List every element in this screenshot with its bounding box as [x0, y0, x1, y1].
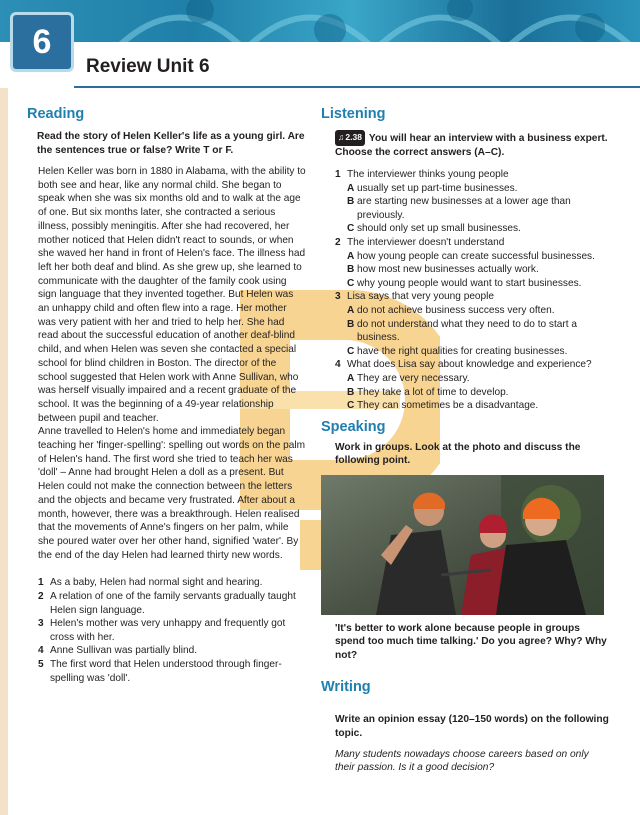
listening-heading: Listening — [321, 106, 386, 122]
answer-option: B They take a lot of time to develop. — [347, 386, 509, 398]
answer-option: B how most new businesses actually work. — [347, 264, 539, 276]
speaking-instruction: Work in groups. Look at the photo and discuss the following point. — [335, 441, 581, 467]
page-banner — [0, 0, 640, 42]
true-false-statements — [38, 576, 307, 685]
question-block: 4 What does Lisa say about knowledge and experience? A They are very necessary. B They take a lot of time to develop. C They can sometimes be a disadvantage. — [335, 358, 611, 412]
answer-option: B do not understand what they need to do to start a business. — [347, 318, 577, 344]
listening-instruction: ♫2.38 You will hear an interview with a business expert. Choose the correct answers (A–C). — [335, 132, 608, 158]
answer-option: A They are very necessary. — [347, 372, 470, 384]
story-paragraph: Helen Keller was born in 1880 in Alabama, with the ability to both see and hear, like any normal child. She began to speak when she was six months old and to walk at the age of one. But six months later, she contracted a serious illness, possibly meningitis. After she had recovered, her mother noticed that Helen didn't react to sounds, or when she waved her hand in front of Helen's face. The illness had left her both deaf and blind. As she grew up, she learned to communicate with the daughter of the family cook using sign language that they invented together. But Helen was an unhappy child and often flew into a rage. Her mother was very patient with her and tried to help her. She had read about the successful education of another deaf-blind child, and when Helen was seven she contacted a special school for blind children in Boston. The director of the school suggested that Helen work with Anne Sullivan, who was herself visually impaired and a recent graduate of the school. It was the beginning of a 49-year relationship between pupil and teacher. — [38, 166, 306, 424]
reading-heading: Reading — [27, 106, 85, 122]
reading-section — [27, 106, 307, 685]
writing-prompt: Many students nowadays choose careers based on only their passion. Is it a good decision? — [335, 748, 589, 774]
headphones-icon: ♫ — [338, 132, 345, 142]
answer-option: C have the right qualities for creating businesses. — [347, 345, 568, 357]
statement-item: 3 Helen's mother was very unhappy and frequently got cross with her. — [38, 618, 286, 643]
writing-heading: Writing — [321, 679, 371, 696]
speaking-heading: Speaking — [321, 418, 386, 435]
right-column — [321, 106, 611, 775]
page-title: Review Unit 6 — [86, 56, 210, 77]
answer-option: A how young people can create successful businesses. — [347, 250, 595, 262]
answer-option: C why young people would want to start businesses. — [347, 277, 582, 289]
answer-option: A do not achieve business success very often. — [347, 304, 555, 316]
listening-questions — [335, 168, 611, 413]
reading-story — [38, 165, 307, 562]
speaking-quote: 'It's better to work alone because people in groups spend too much time talking.' Do you agree? Why? Why not? — [335, 622, 607, 662]
question-block: 2 The interviewer doesn't understand A how young people can create successful businesses. B how most new businesses actually work. C why young people would want to start businesses. — [335, 236, 611, 290]
question-block: 1 The interviewer thinks young people A usually set up part-time businesses. B are starting new businesses at a lower age than previously. C should only set up small businesses. — [335, 168, 611, 236]
banner-pattern — [0, 0, 640, 42]
reading-instruction: Read the story of Helen Keller's life as a young girl. Are the sentences true or false? Write T or F. — [37, 131, 305, 156]
answer-option: C should only set up small businesses. — [347, 223, 521, 235]
statement-item: 5 The first word that Helen understood through finger-spelling was 'doll'. — [38, 658, 282, 684]
answer-option: C They can sometimes be a disadvantage. — [347, 400, 539, 412]
photo-illustration — [321, 475, 604, 615]
answer-option: B are starting new businesses at a lower age than previously. — [347, 196, 571, 221]
margin-strip — [0, 88, 8, 815]
title-divider — [74, 86, 640, 88]
question-block: 3 Lisa says that very young people A do not achieve business success very often. B do not understand what they need to do to start a business. C have the right qualities for creating businesses. — [335, 290, 611, 358]
climbing-group-photo — [321, 475, 604, 615]
statement-item: 1 As a baby, Helen had normal sight and hearing. — [38, 577, 263, 589]
audio-track-badge[interactable]: ♫2.38 — [335, 130, 365, 146]
writing-instruction: Write an opinion essay (120–150 words) on the following topic. — [335, 714, 609, 739]
story-paragraph: Anne travelled to Helen's home and immediately began teaching her 'finger-spelling': spelling out words on the palm of Helen's hand. The first word she tried to teach her was 'doll' – Anne had brought Helen a doll as a present. But Helen could not make the connection between the letters and the objects and became very frustrated. After about a month, however, there was a breakthrough. Helen realised that the movements of Anne's fingers on her palm, while she poured water over her other hand, signified 'water'. By the end of the day Helen had learned thirty new words. — [38, 426, 306, 561]
statement-item: 4 Anne Sullivan was partially blind. — [38, 645, 198, 657]
answer-option: A usually set up part-time businesses. — [347, 182, 518, 194]
statement-item: 2 A relation of one of the family servants gradually taught Helen sign language. — [38, 590, 296, 616]
unit-number-badge: 6 — [10, 12, 74, 72]
